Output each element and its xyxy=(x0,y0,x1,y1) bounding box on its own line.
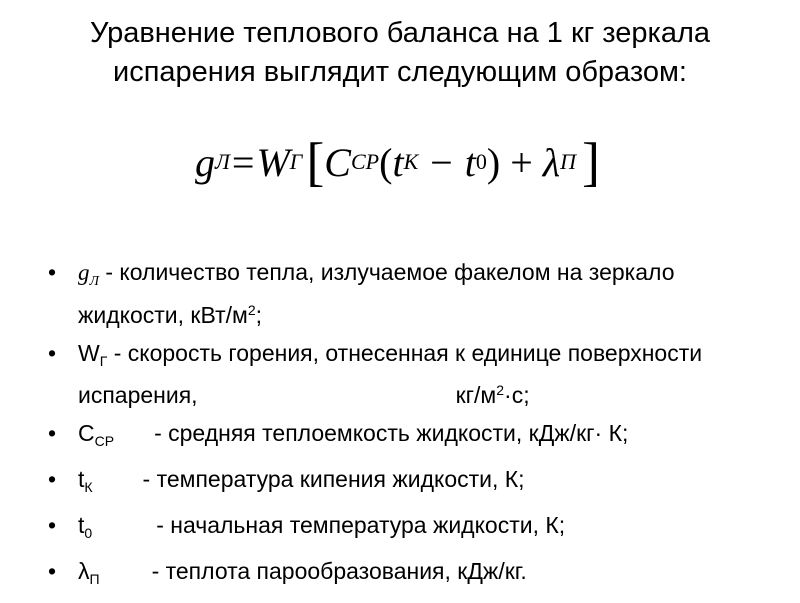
formula-w-sub: Г xyxy=(289,149,303,174)
def-symbol: g xyxy=(78,260,90,285)
def-tail: ; xyxy=(255,302,262,328)
formula-c-sub: СР xyxy=(350,149,380,174)
def-symbol: W xyxy=(78,340,100,366)
slide-title: Уравнение теплового баланса на 1 кг зеркала испарения выглядит следующим образом: xyxy=(89,17,711,88)
formula-eq: = xyxy=(231,139,255,185)
def-sup: 2 xyxy=(496,382,505,398)
def-symbol: t xyxy=(78,466,85,492)
list-item xyxy=(48,419,778,456)
formula-lparen: ( xyxy=(379,139,393,185)
def-symbol-sub: Г xyxy=(99,353,108,369)
def-text: - скорость горения, отнесенная к единице поверхности испарения, xyxy=(78,340,703,408)
formula-lambda: λ xyxy=(542,139,561,185)
list-item xyxy=(48,465,778,502)
formula-left-bracket: [ xyxy=(306,132,325,192)
def-text: - средняя теплоемкость жидкости, кДж/кг· К; xyxy=(154,420,629,446)
def-symbol: t xyxy=(78,512,85,538)
formula-t: t xyxy=(392,139,404,185)
def-text: - теплота парообразования, кДж/кг. xyxy=(151,558,527,584)
formula-minus: − xyxy=(430,139,453,185)
formula-right-bracket: ] xyxy=(581,132,600,192)
list-item xyxy=(48,511,778,548)
list-item xyxy=(48,258,778,330)
def-unit: кг/м xyxy=(455,382,497,408)
formula-c: C xyxy=(324,139,351,185)
def-symbol-sub: Л xyxy=(89,274,99,289)
def-symbol-sub: П xyxy=(89,571,100,587)
list-item xyxy=(48,557,778,594)
def-symbol: C xyxy=(78,420,95,446)
def-symbol: λ xyxy=(78,558,90,584)
formula-plus: + xyxy=(510,139,533,185)
def-text: - температура кипения жидкости, К; xyxy=(142,466,525,492)
formula-lambda-sub: П xyxy=(560,149,576,174)
def-tail: ·с; xyxy=(504,382,530,408)
heat-balance-formula xyxy=(195,132,655,192)
def-symbol-sub: СР xyxy=(94,433,115,449)
formula-g: g xyxy=(195,139,215,185)
formula-t0-sub: 0 xyxy=(475,149,487,174)
formula-g-sub: Л xyxy=(215,149,230,174)
formula-rparen: ) xyxy=(486,139,501,185)
def-text: - количество тепла, излучаемое факелом на зеркало жидкости, кВт/м xyxy=(78,259,675,328)
def-symbol-sub: К xyxy=(84,479,93,495)
list-item xyxy=(48,339,778,410)
formula-w: W xyxy=(256,139,290,185)
formula-t-sub: К xyxy=(403,149,419,174)
definitions-list xyxy=(48,258,778,603)
formula-t0: t xyxy=(464,139,476,185)
def-text: - начальная температура жидкости, К; xyxy=(156,512,566,538)
def-symbol-sub: 0 xyxy=(84,525,93,541)
def-sup: 2 xyxy=(247,302,256,318)
